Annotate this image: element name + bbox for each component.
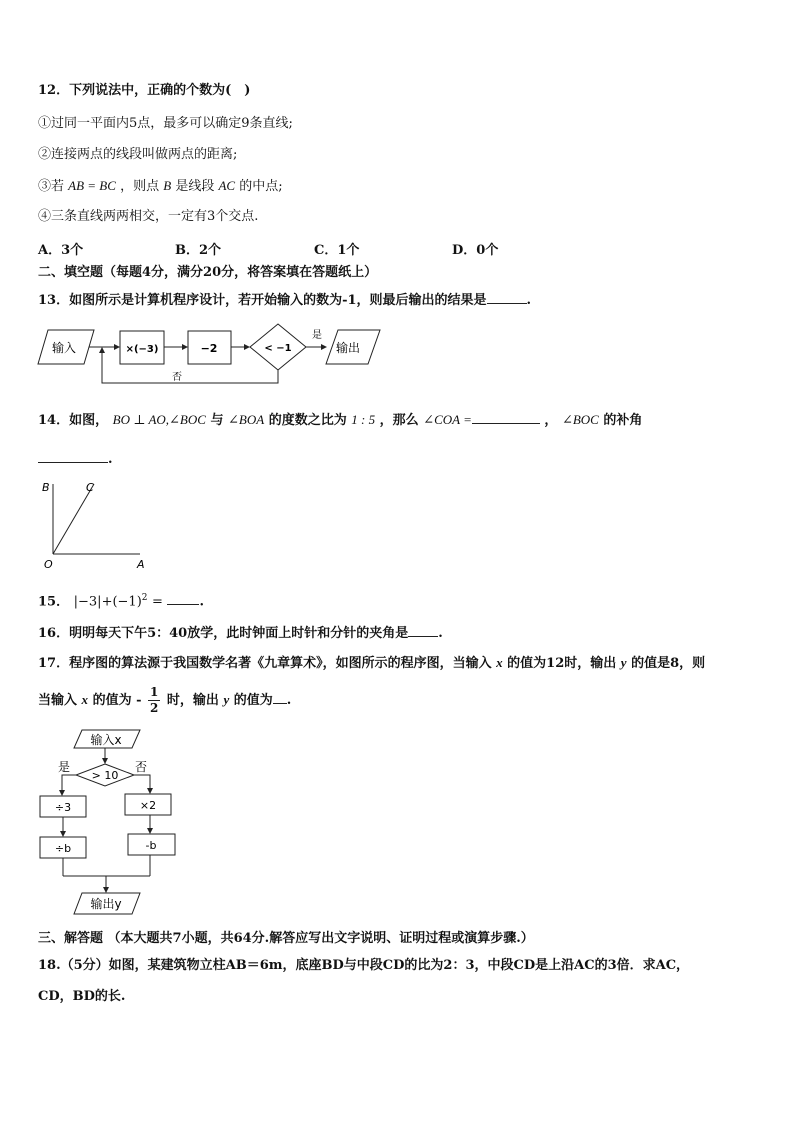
q14-label-o: O (44, 558, 53, 571)
q17-line2-a: 当输入 (38, 693, 78, 708)
q14-pre: 14．如图， (38, 413, 109, 428)
q17-line2 (38, 682, 291, 719)
q13-no-label: 否 (172, 372, 182, 383)
q12-s3-mid: ，则点 (120, 179, 160, 194)
q17-var-y: y (620, 655, 627, 670)
q14-mid1: 与 (210, 413, 224, 428)
q17-line1-a: 17．程序图的算法源于我国数学名著《九章算术》，如图所示的程序图，当输入 (38, 656, 492, 671)
q14-label-c: C (86, 481, 94, 494)
q14-stem (38, 410, 642, 430)
q13-yes-label: 是 (312, 330, 322, 341)
q14-label-a: A (137, 558, 145, 571)
q17-frac-num: 1 (150, 685, 159, 699)
q17-branch-right (134, 775, 150, 788)
q15-end: . (199, 594, 204, 610)
q18-line2: CD，BD的长. (38, 989, 126, 1004)
q12-s3-segment: AC (218, 178, 236, 193)
q13-arrowhead-yes (321, 344, 327, 350)
q12-statement-1: ①过同一平面内5点，最多可以确定9条直线; (38, 116, 293, 131)
q14-math2: ∠BOA (228, 412, 265, 427)
q12-s3-math: AB = BC (68, 178, 116, 193)
q13-input-label: 输入 (51, 341, 77, 355)
q12-option-a[interactable]: A．3个 (38, 243, 84, 258)
q17-line2-d: 的值为 (233, 693, 273, 708)
q12-option-d[interactable]: D．0个 (452, 243, 499, 258)
q18-line1: 18.（5分）如图，某建筑物立柱AB＝6m，底座BD与中段CD的比为2：3，中段CD是上沿AC的3倍．求AC， (38, 958, 690, 973)
q17-arrowhead-input (102, 758, 108, 764)
q16-stem (38, 623, 443, 643)
q14-math3: ∠COA = (423, 412, 472, 427)
q12-s3-mid2: 是线段 (175, 179, 215, 194)
q17-var-y-2: y (223, 692, 230, 707)
q15-stem (38, 589, 204, 611)
q17-fraction (148, 685, 160, 716)
q16-answer-blank[interactable] (408, 623, 438, 637)
q13-arrowhead-1 (114, 344, 120, 350)
q17-arrowhead-output (103, 887, 109, 893)
q13-flowchart (36, 322, 386, 388)
q17-flowchart (36, 728, 196, 918)
q12-s3-point: B (163, 178, 172, 193)
q14-math1: BO ⊥ AO,∠BOC (112, 412, 206, 427)
q17-output-label: 输出y (90, 897, 122, 911)
q17-yes-label: 是 (58, 760, 71, 774)
q17-branch-left (62, 775, 76, 790)
q14-end: . (108, 452, 113, 467)
q16-text: 16．明明每天下午5：40放学，此时钟面上时针和分针的夹角是 (38, 626, 409, 641)
q17-left-label-1: ÷3 (54, 801, 72, 814)
q16-end: . (438, 626, 443, 641)
q12-s3-pre: ③若 (38, 179, 65, 194)
q17-line2-b: 的值为 - (92, 693, 142, 708)
q17-var-x-2: x (81, 692, 89, 707)
q17-line1 (38, 654, 705, 673)
q17-no-label: 否 (135, 760, 148, 774)
q17-input-label: 输入x (90, 733, 122, 747)
q14-line2 (38, 449, 113, 469)
q12-statement-4: ④三条直线两两相交，一定有3个交点. (38, 209, 259, 224)
q14-mid2: 的度数之比为 (268, 413, 347, 428)
q15-exponent: 2 (141, 593, 148, 603)
q13-output-label: 输出 (335, 341, 361, 355)
q13-step2-label: −2 (200, 342, 218, 355)
q13-answer-blank[interactable] (487, 290, 527, 304)
q14-math4: ∠BOC (561, 412, 599, 427)
q17-left-arrowhead-2 (60, 831, 66, 837)
q15-equals: = (152, 594, 163, 610)
q17-arrowhead-left (59, 790, 65, 796)
q14-figure (36, 476, 156, 572)
q17-var-x: x (496, 655, 503, 670)
q17-line1-b: 的值为12时，输出 (507, 656, 617, 671)
q15-answer-blank[interactable] (167, 591, 199, 605)
q17-arrowhead-right (147, 788, 153, 794)
section-2-heading: 二、填空题（每题4分，满分20分，将答案填在答题纸上） (38, 265, 378, 280)
q14-answer-blank-2[interactable] (38, 449, 108, 463)
q12-statement-3 (38, 177, 283, 196)
q17-answer-blank[interactable] (273, 690, 287, 704)
q14-mid4: ， (544, 413, 558, 428)
q12-s3-post: 的中点; (239, 179, 283, 194)
q14-answer-blank-1[interactable] (472, 410, 540, 424)
q14-post: 的补角 (603, 413, 643, 428)
q13-loop-line (102, 352, 278, 383)
q17-line1-c: 的值是8，则 (631, 656, 706, 671)
q15-abs: |−3| (73, 594, 102, 610)
q13-step1-label: ×(−3) (125, 344, 159, 355)
q12-option-b[interactable]: B．2个 (175, 243, 222, 258)
q13-end: . (526, 293, 532, 308)
q15-power-base: +(−1) (101, 594, 142, 610)
q15-num: 15． (38, 594, 70, 610)
q13-stem-text: 13．如图所示是计算机程序设计，若开始输入的数为-1，则最后输出的结果是 (38, 293, 487, 308)
q13-arrowhead-2 (182, 344, 188, 350)
q12-statement-2: ②连接两点的线段叫做两点的距离; (38, 147, 238, 162)
q17-right-label-2: -b (145, 839, 157, 852)
q14-ratio: 1 : 5 (351, 412, 376, 427)
q14-ray-oc (53, 484, 94, 554)
q13-stem (38, 290, 531, 310)
q14-mid3: ，那么 (379, 413, 419, 428)
q14-label-b: B (42, 481, 50, 494)
q17-end: . (286, 693, 292, 708)
q12-stem: 12．下列说法中，正确的个数为( ) (38, 83, 251, 98)
q12-option-c[interactable]: C．1个 (314, 243, 360, 258)
q17-left-label-2: ÷b (54, 842, 72, 855)
q17-right-arrowhead-2 (147, 828, 153, 834)
q17-right-label-1: ×2 (139, 799, 157, 812)
q13-condition-label: < −1 (264, 343, 292, 354)
q13-arrowhead-3 (244, 344, 250, 350)
q13-loop-arrowhead (99, 347, 105, 353)
q17-line2-c: 时，输出 (166, 693, 219, 708)
q17-frac-den: 2 (150, 701, 159, 715)
q17-condition-label: > 10 (91, 769, 119, 782)
section-3-heading: 三、解答题 （本大题共7小题，共64分.解答应写出文字说明、证明过程或演算步骤.） (38, 931, 534, 946)
